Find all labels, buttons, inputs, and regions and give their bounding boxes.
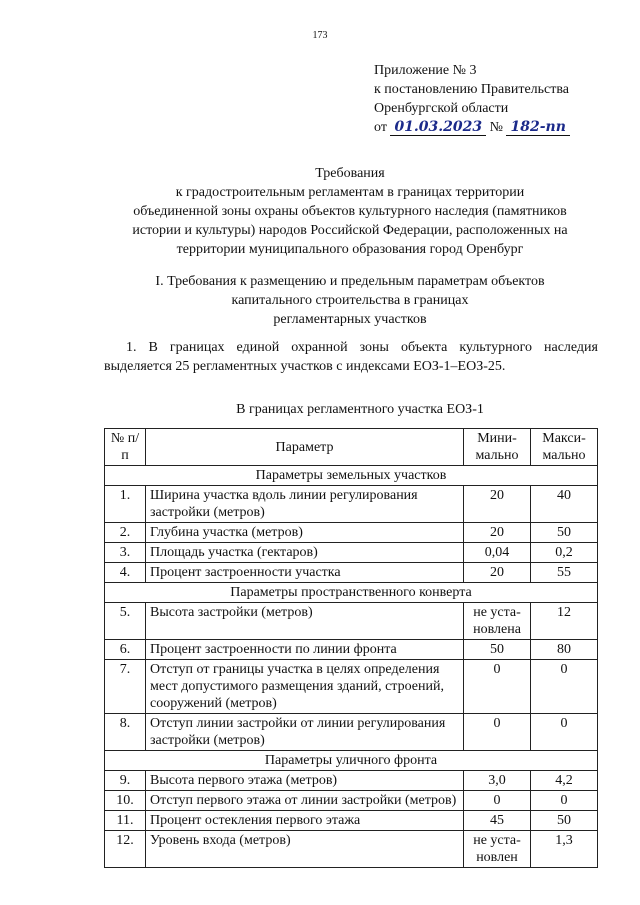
handwritten-number: 182-пп [506, 119, 569, 136]
row-min: 20 [464, 523, 531, 543]
row-no: 2. [105, 523, 146, 543]
table-row [105, 603, 598, 640]
row-param: Уровень входа (метров) [146, 831, 464, 868]
row-max: 4,2 [531, 771, 598, 791]
table-row [105, 660, 598, 714]
table-row [105, 563, 598, 583]
row-no: 9. [105, 771, 146, 791]
title-line: истории и культуры) народов Российской Федерации, расположенных на [132, 223, 568, 238]
title-line: объединенной зоны охраны объектов культурного наследия (памятников [133, 204, 567, 219]
row-min: 3,0 [464, 771, 531, 791]
row-no: 1. [105, 486, 146, 523]
header-no: № п/п [105, 429, 146, 466]
table-row [105, 791, 598, 811]
appendix-block [374, 61, 570, 137]
row-param: Отступ первого этажа от линии застройки (метров) [146, 791, 464, 811]
row-param: Площадь участка (гектаров) [146, 543, 464, 563]
table-caption: В границах регламентного участка ЕОЗ-1 [236, 402, 484, 417]
group-row [105, 583, 598, 603]
row-max: 80 [531, 640, 598, 660]
group-title: Параметры уличного фронта [105, 751, 598, 771]
row-max: 0 [531, 791, 598, 811]
title-line: к градостроительным регламентам в границах территории [175, 185, 525, 200]
row-min: 0 [464, 660, 531, 714]
row-min: 20 [464, 563, 531, 583]
row-max: 50 [531, 523, 598, 543]
row-no: 7. [105, 660, 146, 714]
row-min: 20 [464, 486, 531, 523]
row-param: Отступ линии застройки от линии регулирования застройки (метров) [146, 714, 464, 751]
table-row [105, 811, 598, 831]
appendix-date-line [374, 118, 570, 137]
row-no: 8. [105, 714, 146, 751]
row-min: не уста-новлен [464, 831, 531, 868]
page-number: 173 [312, 30, 328, 41]
header-min: Мини-мально [464, 429, 531, 466]
title-heading: Требования [315, 166, 385, 181]
document-title [100, 164, 600, 259]
section-line: капитального строительства в границах [231, 293, 469, 308]
row-param: Высота застройки (метров) [146, 603, 464, 640]
section-line: I. Требования к размещению и предельным параметрам объектов [155, 274, 545, 289]
appendix-resolution: к постановлению Правительства [374, 82, 570, 97]
header-param: Параметр [146, 429, 464, 466]
row-param: Глубина участка (метров) [146, 523, 464, 543]
row-param: Высота первого этажа (метров) [146, 771, 464, 791]
row-param: Процент застроенности по линии фронта [146, 640, 464, 660]
row-no: 10. [105, 791, 146, 811]
row-param: Процент остекления первого этажа [146, 811, 464, 831]
section-line: регламентарных участков [273, 312, 427, 327]
row-param: Ширина участка вдоль линии регулирования застройки (метров) [146, 486, 464, 523]
group-title: Параметры земельных участков [105, 466, 598, 486]
row-max: 0,2 [531, 543, 598, 563]
row-param: Отступ от границы участка в целях определения мест допустимого размещения зданий, строений, сооружений (метров) [146, 660, 464, 714]
number-label: № [489, 120, 503, 135]
row-min: 50 [464, 640, 531, 660]
row-no: 6. [105, 640, 146, 660]
table-row [105, 640, 598, 660]
title-line: территории муниципального образования город Оренбург [176, 242, 524, 257]
table-header-row [105, 429, 598, 466]
header-max: Макси-мально [531, 429, 598, 466]
row-min: не уста-новлена [464, 603, 531, 640]
group-row [105, 751, 598, 771]
row-min: 45 [464, 811, 531, 831]
table-row [105, 771, 598, 791]
paragraph-text: 1. В границах единой охранной зоны объекта культурного наследия выделяется 25 регламентных участков с индексами ЕОЗ-1–ЕОЗ-25. [104, 340, 598, 374]
row-no: 5. [105, 603, 146, 640]
row-no: 11. [105, 811, 146, 831]
row-max: 0 [531, 714, 598, 751]
table-row [105, 714, 598, 751]
section-heading [90, 272, 610, 329]
table-row [105, 831, 598, 868]
row-no: 12. [105, 831, 146, 868]
appendix-region: Оренбургской области [374, 101, 509, 116]
row-min: 0,04 [464, 543, 531, 563]
row-max: 40 [531, 486, 598, 523]
paragraph-1 [104, 338, 598, 376]
row-max: 12 [531, 603, 598, 640]
row-param: Процент застроенности участка [146, 563, 464, 583]
table-row [105, 486, 598, 523]
row-max: 55 [531, 563, 598, 583]
appendix-title: Приложение № 3 [374, 63, 477, 78]
table-row [105, 543, 598, 563]
handwritten-date: 01.03.2023 [390, 119, 486, 136]
row-max: 1,3 [531, 831, 598, 868]
regulations-table [104, 428, 598, 868]
row-max: 0 [531, 660, 598, 714]
row-min: 0 [464, 791, 531, 811]
row-max: 50 [531, 811, 598, 831]
table-row [105, 523, 598, 543]
group-row [105, 466, 598, 486]
row-no: 3. [105, 543, 146, 563]
row-min: 0 [464, 714, 531, 751]
group-title: Параметры пространственного конверта [105, 583, 598, 603]
row-no: 4. [105, 563, 146, 583]
from-label: от [374, 120, 387, 135]
